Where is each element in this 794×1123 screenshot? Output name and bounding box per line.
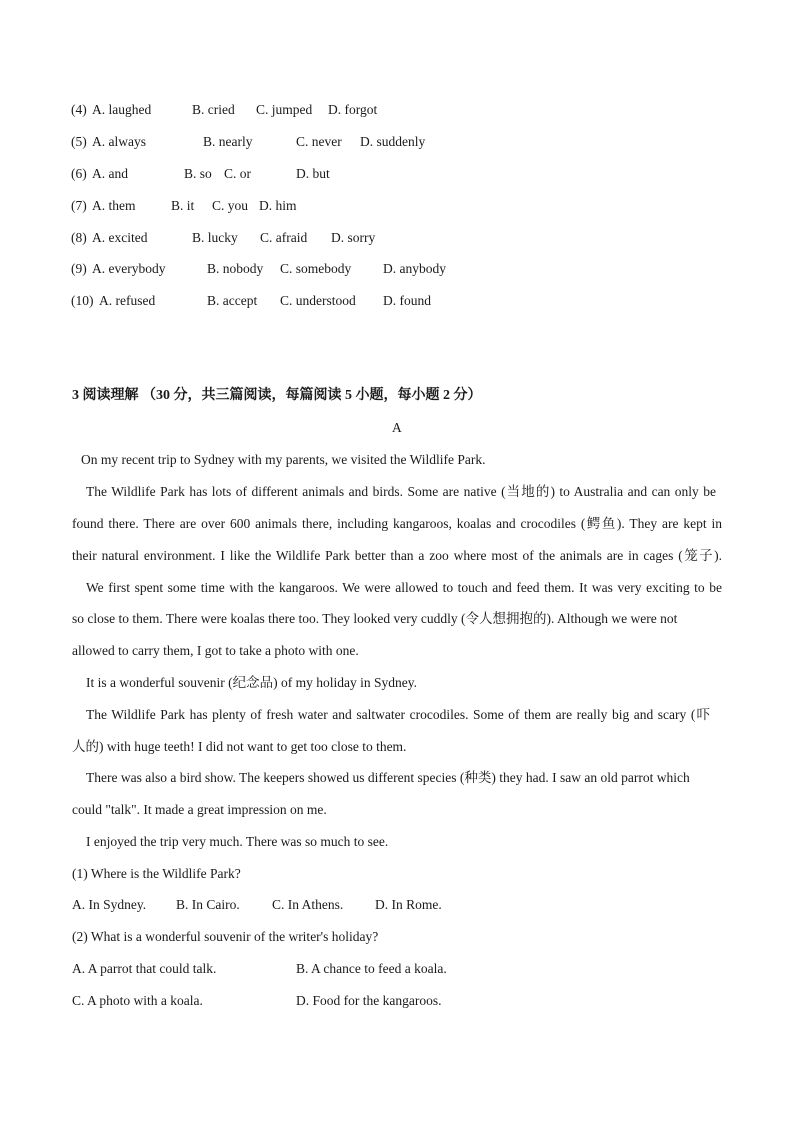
option-7c: C. you [212, 198, 249, 213]
question-1-option-a: A. In Sydney. [72, 897, 147, 912]
option-8b: B. lucky [192, 230, 238, 245]
option-num-10: (10) [71, 293, 94, 308]
option-10c: C. understood [280, 293, 356, 308]
question-2-option-b: B. A chance to feed a koala. [296, 961, 447, 976]
passage-paragraph-5-line-1 [86, 706, 710, 724]
option-9b: B. nobody [207, 261, 264, 276]
passage-text: The Wildlife Park has plenty of fresh water and saltwater crocodiles. Some of them are really big and scary (吓 [86, 707, 710, 722]
option-6d: D. but [296, 166, 330, 181]
option-num-4: (4) [71, 102, 87, 117]
option-7b: B. it [171, 198, 195, 213]
option-5c: C. never [296, 134, 342, 149]
option-10d: D. found [383, 293, 431, 308]
option-7d: D. him [259, 198, 297, 213]
option-10b: B. accept [207, 293, 258, 308]
passage-paragraph-3-line-1 [86, 579, 722, 597]
option-9d: D. anybody [383, 261, 446, 276]
passage-paragraph-3-line-3: allowed to carry them, I got to take a photo with one. [72, 643, 359, 658]
question-2-option-a: A. A parrot that could talk. [72, 961, 217, 976]
passage-paragraph-6-line-2: could "talk". It made a great impression on me. [72, 802, 327, 817]
option-9c: C. somebody [280, 261, 352, 276]
passage-paragraph-2-line-1 [86, 483, 716, 501]
passage-paragraph-7: I enjoyed the trip very much. There was so much to see. [86, 834, 389, 849]
passage-paragraph-5-line-2: 人的) with huge teeth! I did not want to get too close to them. [72, 739, 407, 754]
question-1-option-c: C. In Athens. [272, 897, 344, 912]
passage-paragraph-6-line-1: There was also a bird show. The keepers showed us different species (种类) they had. I saw an old parrot which [86, 770, 690, 785]
option-5d: D. suddenly [360, 134, 426, 149]
option-8a: A. excited [92, 230, 148, 245]
option-num-8: (8) [71, 230, 87, 245]
option-6b: B. so [184, 166, 212, 181]
option-9a: A. everybody [92, 261, 166, 276]
question-1-option-d: D. In Rome. [375, 897, 442, 912]
passage-paragraph-3-line-2: so close to them. There were koalas there too. They looked very cuddly (令人想拥抱的). Although we were not [72, 611, 678, 626]
option-6c: C. or [224, 166, 251, 181]
passage-paragraph-4: It is a wonderful souvenir (纪念品) of my holiday in Sydney. [86, 675, 417, 690]
passage-text: We first spent some time with the kangaroos. We were allowed to touch and feed them. It was very exciting to be [86, 580, 722, 595]
passage-paragraph-2-line-2 [72, 515, 722, 533]
question-2-option-d: D. Food for the kangaroos. [296, 993, 442, 1008]
option-num-6: (6) [71, 166, 87, 181]
option-num-7: (7) [71, 198, 87, 213]
option-8d: D. sorry [331, 230, 376, 245]
passage-text: found there. There are over 600 animals there, including kangaroos, koalas and crocodiles (鳄鱼). They are kept in [72, 516, 722, 531]
option-4b: B. cried [192, 102, 235, 117]
option-5b: B. nearly [203, 134, 253, 149]
question-2-stem: (2) What is a wonderful souvenir of the writer's holiday? [72, 929, 379, 944]
question-2-option-c: C. A photo with a koala. [72, 993, 203, 1008]
option-8c: C. afraid [260, 230, 308, 245]
option-6a: A. and [92, 166, 128, 181]
option-7a: A. them [92, 198, 136, 213]
option-4c: C. jumped [256, 102, 313, 117]
passage-paragraph-1: On my recent trip to Sydney with my parents, we visited the Wildlife Park. [81, 452, 486, 467]
option-4d: D. forgot [328, 102, 378, 117]
passage-text: their natural environment. I like the Wildlife Park better than a zoo where most of the animals are in cages (笼子). [72, 548, 722, 563]
option-num-9: (9) [71, 261, 87, 276]
section-heading: 3 阅读理解 （30 分，共三篇阅读，每篇阅读 5 小题，每小题 2 分） [72, 388, 482, 403]
passage-text: The Wildlife Park has lots of different animals and birds. Some are native (当地的) to Australia and can only be [86, 484, 716, 499]
option-num-5: (5) [71, 134, 87, 149]
option-5a: A. always [92, 134, 146, 149]
passage-paragraph-2-line-3 [72, 547, 722, 565]
question-1-option-b: B. In Cairo. [176, 897, 240, 912]
option-10a: A. refused [99, 293, 156, 308]
passage-label: A [392, 420, 402, 435]
question-1-stem: (1) Where is the Wildlife Park? [72, 866, 241, 881]
option-4a: A. laughed [92, 102, 152, 117]
